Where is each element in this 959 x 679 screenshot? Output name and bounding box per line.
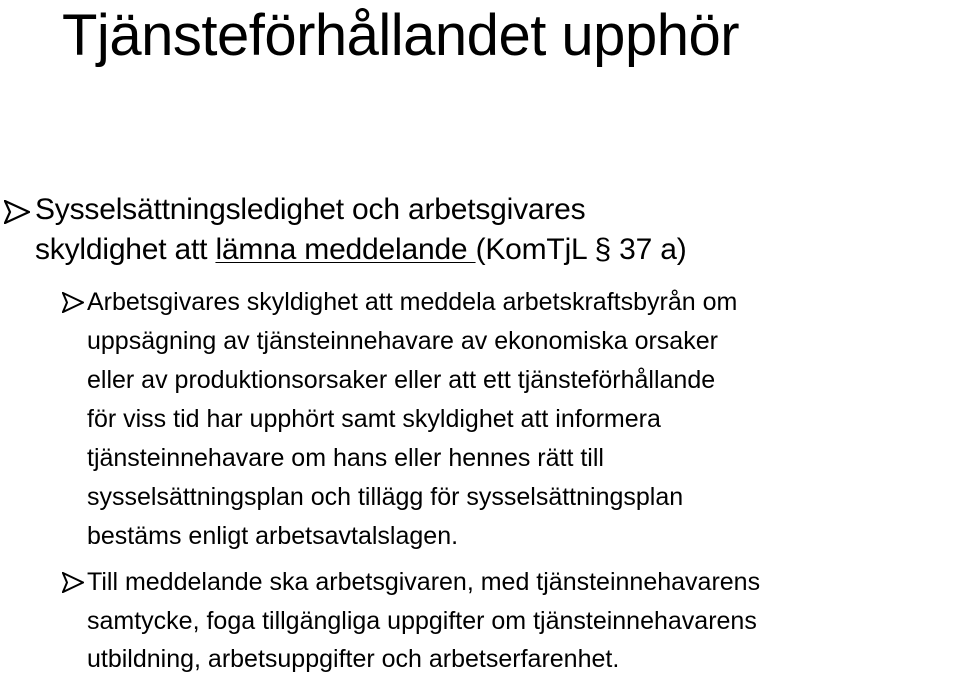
bullet-line: bestäms enligt arbetsavtalslagen. (87, 522, 459, 550)
arrow-bullet-icon (4, 200, 30, 224)
slide-title: Tjänsteförhållandet upphör (62, 3, 740, 68)
sub-bullet-text (87, 563, 957, 679)
bullet-line: Till meddelande ska arbetsgivaren, med tjänsteinnehavarens (87, 568, 761, 596)
bullet-line: för viss tid har upphört samt skyldighet att informera (87, 405, 661, 433)
arrow-bullet-icon (62, 572, 84, 593)
bullet-line: tjänsteinnehavare om hans eller hennes rätt till (87, 444, 604, 472)
arrow-bullet-icon (62, 292, 84, 313)
sub-bullet-item (62, 283, 957, 556)
bullet-line-start: skyldighet att (35, 233, 216, 266)
bullet-line: Arbetsgivares skyldighet att meddela arbetskraftsbyrån om (87, 288, 738, 316)
bullet-line (35, 230, 954, 270)
bullet-text (35, 190, 954, 270)
bullet-line: Sysselsättningsledighet och arbetsgivares (35, 193, 586, 226)
bullet-line: utbildning, arbetsuppgifter och arbetserfarenhet. (87, 645, 620, 673)
law-reference: (KomTjL § 37 a) (475, 233, 687, 266)
bullet-line: uppsägning av tjänsteinnehavare av ekonomiska orsaker (87, 327, 718, 355)
bullet-line: samtycke, foga tillgängliga uppgifter om tjänsteinnehavarens (87, 606, 757, 635)
bullet-line: eller av produktionsorsaker eller att ett tjänsteförhållande (87, 366, 716, 394)
underlined-text: lämna meddelande (215, 233, 476, 266)
bullet-item (4, 190, 954, 270)
sub-bullet-text (87, 283, 957, 556)
sub-bullet-item (62, 563, 957, 679)
bullet-line: sysselsättningsplan och tillägg för sysselsättningsplan (87, 483, 684, 511)
